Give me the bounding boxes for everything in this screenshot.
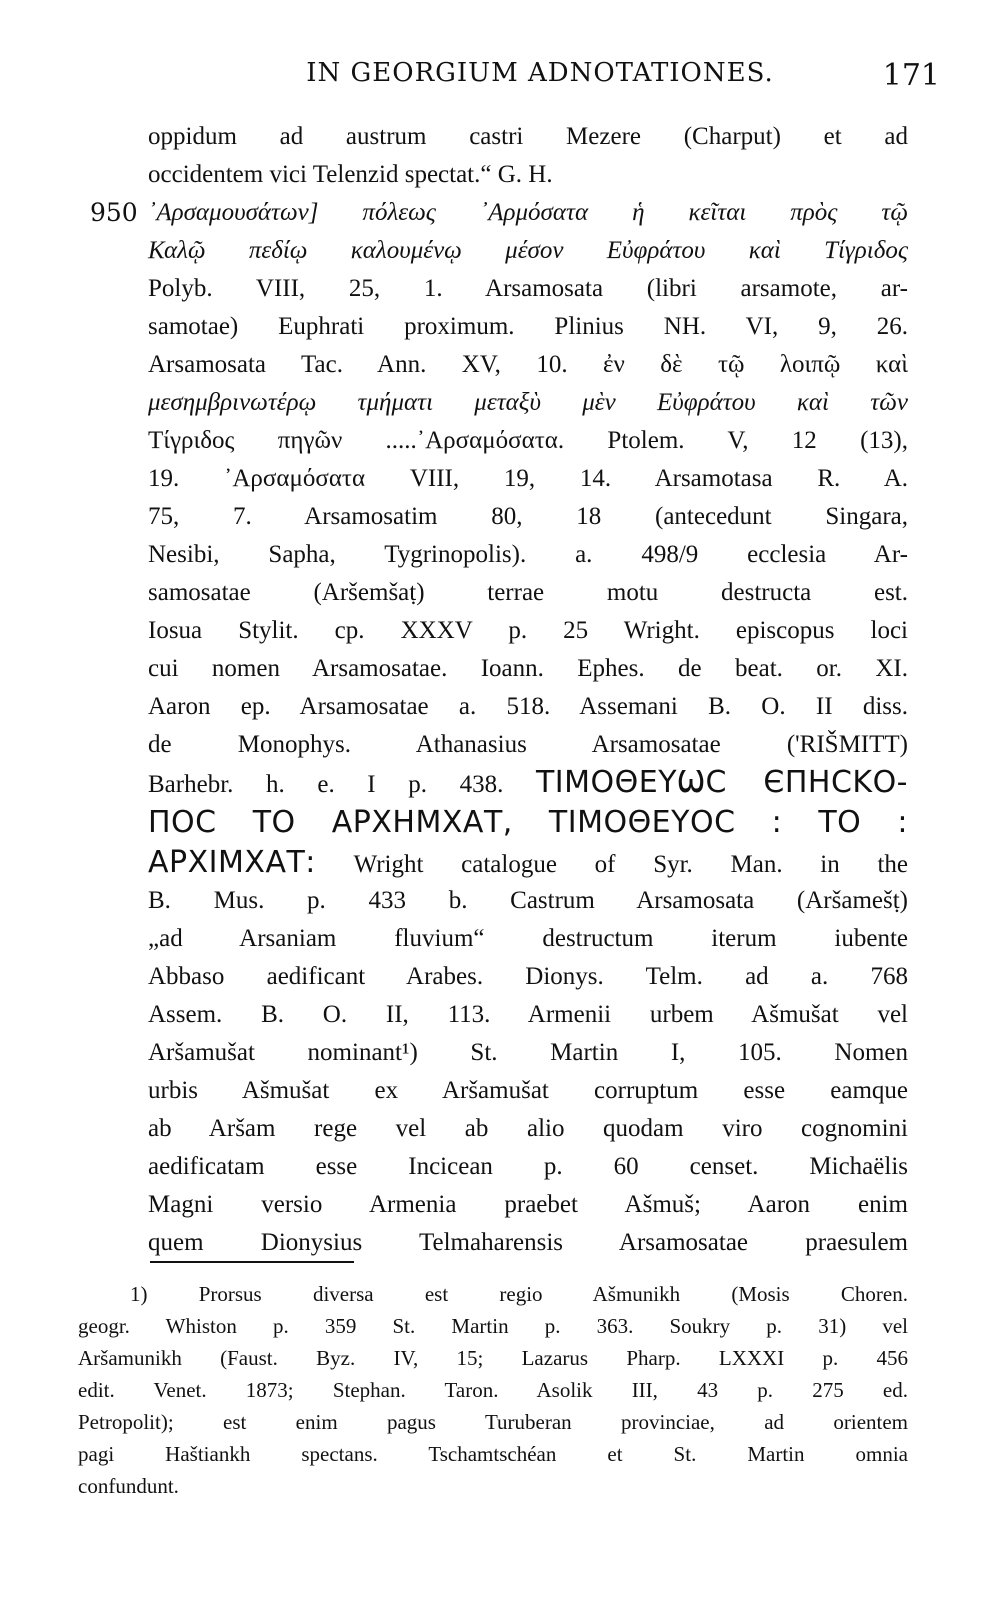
text-segment: Wright catalogue of Syr. Man. in the (353, 851, 909, 878)
text-line: cui nomen Arsamosatae. Ioann. Ephes. de beat. or. XI. (148, 655, 908, 682)
text-line: μεσημβρινωτέρῳ τμήματι μεταξὺ μὲν Εὐφράτου καὶ τῶν (148, 389, 908, 416)
text-line: Aršamušat nominant¹) St. Martin I, 105. Nomen (148, 1039, 908, 1066)
text-line: urbis Ašmušat ex Aršamušat corruptum esse eamque (148, 1077, 908, 1104)
text-line: samotae) Euphrati proximum. Plinius NH. VI, 9, 26. (148, 313, 908, 340)
text-line: Magni versio Armenia praebet Ašmuš; Aaron enim (148, 1191, 908, 1218)
text-line: oppidum ad austrum castri Mezere (Charput) et ad (148, 123, 908, 150)
text-line: Nesibi, Sapha, Tygrinopolis). a. 498/9 ecclesia Ar- (148, 541, 908, 568)
syriac-inscription: ΤΙΜΟΘΕΥѠϹ ЄΠΗϹΚΟ- (535, 765, 909, 800)
footnote-line: 1) Prorsus diversa est regio Ašmunikh (Mosis Choren. (130, 1282, 908, 1306)
text-line: ᾿Αρσαμουσάτων] πόλεως ᾿Αρμόσατα ἡ κεῖται πρὸς τῷ (148, 199, 908, 226)
text-line: Arsamosata Tac. Ann. XV, 10. ἐν δὲ τῷ λοιπῷ καὶ (148, 351, 908, 378)
text-line: Assem. B. O. II, 113. Armenii urbem Ašmušat vel (148, 1001, 908, 1028)
footnote-line: edit. Venet. 1873; Stephan. Taron. Asolik III, 43 p. 275 ed. (78, 1378, 908, 1402)
line-number: 950 (90, 198, 138, 227)
running-title: IN GEORGIUM ADNOTATIONES. (306, 58, 774, 88)
footnote-line: Petropolit); est enim pagus Turuberan provinciae, ad orientem (78, 1410, 908, 1434)
text-line: 19. ᾿Αρσαμόσατα VIII, 19, 14. Arsamotasa R. A. (148, 465, 908, 492)
footnote-line: Aršamunikh (Faust. Byz. IV, 15; Lazarus Pharp. LXXXI p. 456 (78, 1346, 908, 1370)
footnote-line: confundunt. (78, 1474, 179, 1498)
footnote-line: geogr. Whiston p. 359 St. Martin p. 363. Soukry p. 31) vel (78, 1314, 908, 1338)
text-line: Abbaso aedificant Arabes. Dionys. Telm. ad a. 768 (148, 963, 908, 990)
text-line: samosatae (Aršemšaṭ) terrae motu destructa est. (148, 579, 908, 606)
text-line: Polyb. VIII, 25, 1. Arsamosata (libri arsamote, ar- (148, 275, 908, 302)
text-line: Aaron ep. Arsamosatae a. 518. Assemani B. O. II diss. (148, 693, 908, 720)
footnote-rule (150, 1261, 354, 1263)
syriac-inscription: ΑΡΧΙΜΧΑΤ: (148, 845, 316, 880)
text-line: Καλῷ πεδίῳ καλουμένῳ μέσον Εὐφράτου καὶ Τίγριδος (148, 237, 908, 264)
text-line: de Monophys. Athanasius Arsamosatae ('RIŠMITT) (148, 731, 908, 758)
text-line: aedificatam esse Incicean p. 60 censet. Michaëlis (148, 1153, 908, 1180)
running-head (60, 58, 940, 98)
text-line: Τίγριδος πηγῶν .....᾿Αρσαμόσατα. Ptolem. V, 12 (13), (148, 427, 908, 454)
text-line: B. Mus. p. 433 b. Castrum Arsamosata (Aršamešṭ) (148, 887, 908, 914)
text-line-with-inscription (148, 843, 908, 883)
text-line: occidentem vici Telenzid spectat.“ G. H. (148, 161, 553, 188)
text-line: quem Dionysius Telmaharensis Arsamosatae praesulem (148, 1229, 908, 1256)
text-line-with-inscription (148, 763, 908, 803)
text-line: ab Aršam rege vel ab alio quodam viro cognomini (148, 1115, 908, 1142)
text-line: 75, 7. Arsamosatim 80, 18 (antecedunt Singara, (148, 503, 908, 530)
footnote-line: pagi Haštiankh spectans. Tschamtschéan et St. Martin omnia (78, 1442, 908, 1466)
page-number: 171 (882, 58, 940, 93)
text-line: „ad Arsaniam fluvium“ destructum iterum iubente (148, 925, 908, 952)
syriac-inscription: ΠΟϹ ΤΟ ΑΡΧΗΜΧΑΤ, ΤΙΜΟΘΕΥΟϹ : ΤΟ : (148, 805, 908, 840)
text-segment: Barhebr. h. e. I p. 438. (148, 771, 504, 798)
text-line: Iosua Stylit. cp. XXXV p. 25 Wright. episcopus loci (148, 617, 908, 644)
